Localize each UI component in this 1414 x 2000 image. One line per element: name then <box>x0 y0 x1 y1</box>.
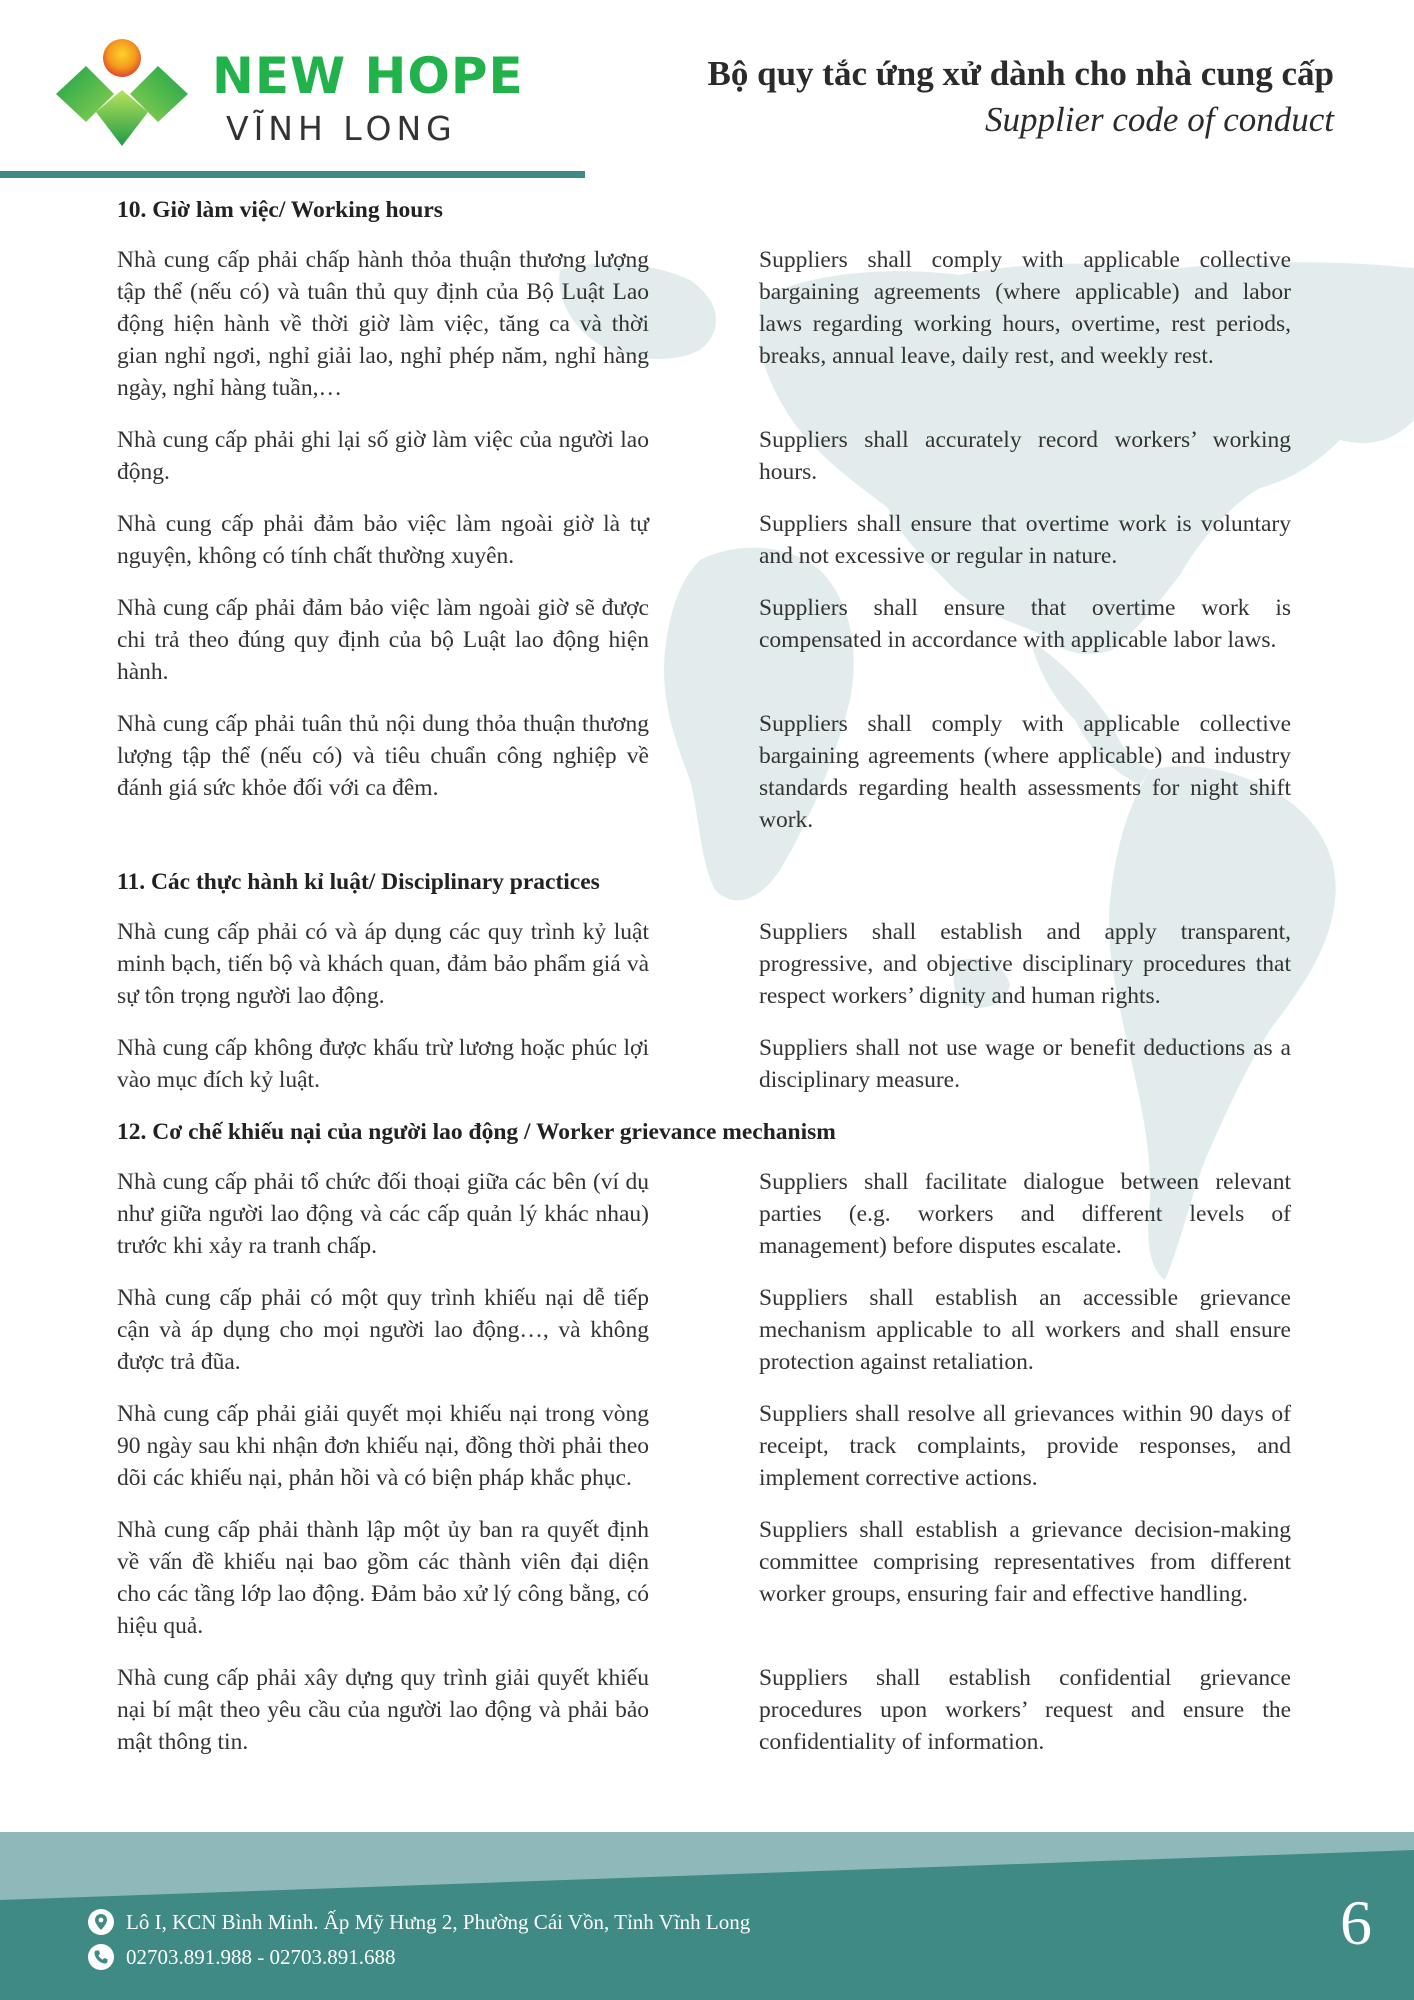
footer-phone-text: 02703.891.988 - 02703.891.688 <box>126 1945 396 1969</box>
clause-row <box>117 1282 1291 1378</box>
clause-row <box>117 1398 1291 1494</box>
logo-emblem <box>52 38 192 150</box>
brand-subname: VĨNH LONG <box>226 109 457 148</box>
clause-vietnamese: Nhà cung cấp phải thành lập một ủy ban ra quyết định về vấn đề khiếu nại bao gồm các thành viên đại diện cho các tầng lớp lao động. Đảm bảo xử lý công bằng, có hiệu quả. <box>117 1517 649 1639</box>
clause-english: Suppliers shall establish and apply transparent, progressive, and objective disciplinary procedures that respect workers’ dignity and human rights. <box>759 919 1291 1009</box>
section-heading: 12. Cơ chế khiếu nại của người lao động / Worker grievance mechanism <box>117 1119 836 1145</box>
document-title: Bộ quy tắc ứng xử dành cho nhà cung cấp <box>707 54 1334 93</box>
clause-row <box>117 424 1291 488</box>
clause-vietnamese: Nhà cung cấp phải xây dựng quy trình giải quyết khiếu nại bí mật theo yêu cầu của người lao động và phải bảo mật thông tin. <box>117 1665 649 1755</box>
clause-row <box>117 916 1291 1012</box>
footer-address-text: Lô I, KCN Bình Minh. Ấp Mỹ Hưng 2, Phường Cái Vồn, Tỉnh Vĩnh Long <box>126 1910 751 1934</box>
clause-vietnamese: Nhà cung cấp phải đảm bảo việc làm ngoài giờ là tự nguyện, không có tính chất thường xuyên. <box>117 511 649 569</box>
clause-vietnamese: Nhà cung cấp phải tuân thủ nội dung thỏa thuận thương lượng tập thể (nếu có) và tiêu chuẩn công nghiệp về đánh giá sức khỏe đối với ca đêm. <box>117 711 649 801</box>
clause-english: Suppliers shall ensure that overtime work is compensated in accordance with applicable labor laws. <box>759 595 1291 653</box>
clause-english: Suppliers shall not use wage or benefit deductions as a disciplinary measure. <box>759 1035 1291 1093</box>
clause-vietnamese: Nhà cung cấp phải giải quyết mọi khiếu nại trong vòng 90 ngày sau khi nhận đơn khiếu nại, đồng thời phải theo dõi các khiếu nại, phản hồi và có biện pháp khắc phục. <box>117 1401 649 1491</box>
section-working-hours <box>117 194 1291 836</box>
clause-english: Suppliers shall resolve all grievances within 90 days of receipt, track complaints, provide responses, and implement corrective actions. <box>759 1401 1291 1491</box>
clause-english: Suppliers shall accurately record workers’ working hours. <box>759 427 1291 485</box>
clause-vietnamese: Nhà cung cấp không được khấu trừ lương hoặc phúc lợi vào mục đích kỷ luật. <box>117 1035 649 1093</box>
clause-row <box>117 1514 1291 1642</box>
document-body <box>117 194 1291 1778</box>
clause-english: Suppliers shall ensure that overtime work is voluntary and not excessive or regular in nature. <box>759 511 1291 569</box>
clause-row <box>117 592 1291 688</box>
clause-english: Suppliers shall comply with applicable collective bargaining agreements (where applicable) and industry standards regarding health assessments for night shift work. <box>759 711 1291 833</box>
clause-english: Suppliers shall facilitate dialogue between relevant parties (e.g. workers and different levels of management) before disputes escalate. <box>759 1169 1291 1259</box>
clause-row <box>117 1662 1291 1758</box>
phone-icon <box>88 1944 114 1970</box>
footer-phone <box>88 1943 396 1971</box>
footer-address <box>88 1908 750 1936</box>
clause-english: Suppliers shall establish confidential grievance procedures upon workers’ request and ensure the confidentiality of information. <box>759 1665 1291 1755</box>
clause-row <box>117 1032 1291 1096</box>
clause-vietnamese: Nhà cung cấp phải có một quy trình khiếu nại dễ tiếp cận và áp dụng cho mọi người lao động…, và không được trả đũa. <box>117 1285 649 1375</box>
location-pin-icon <box>88 1909 114 1935</box>
document-subtitle: Supplier code of conduct <box>985 100 1334 139</box>
clause-row <box>117 708 1291 836</box>
clause-english: Suppliers shall establish an accessible grievance mechanism applicable to all workers and shall ensure protection against retaliation. <box>759 1285 1291 1375</box>
clause-row <box>117 508 1291 572</box>
brand-name: NEW HOPE <box>212 47 524 105</box>
section-heading: 11. Các thực hành kỉ luật/ Disciplinary practices <box>117 869 600 895</box>
clause-vietnamese: Nhà cung cấp phải ghi lại số giờ làm việc của người lao động. <box>117 427 649 485</box>
clause-row <box>117 1166 1291 1262</box>
clause-english: Suppliers shall comply with applicable collective bargaining agreements (where applicable) and labor laws regarding working hours, overtime, rest periods, breaks, annual leave, daily rest, and weekly rest. <box>759 247 1291 369</box>
clause-row <box>117 244 1291 404</box>
clause-vietnamese: Nhà cung cấp phải đảm bảo việc làm ngoài giờ sẽ được chi trả theo đúng quy định của bộ Luật lao động hiện hành. <box>117 595 649 685</box>
clause-vietnamese: Nhà cung cấp phải có và áp dụng các quy trình kỷ luật minh bạch, tiến bộ và khách quan, đảm bảo phẩm giá và sự tôn trọng người lao động. <box>117 919 649 1009</box>
section-grievance-mechanism <box>117 1116 1291 1758</box>
header-divider <box>0 171 585 178</box>
section-heading: 10. Giờ làm việc/ Working hours <box>117 197 443 223</box>
clause-english: Suppliers shall establish a grievance decision-making committee comprising representatives from different worker groups, ensuring fair and effective handling. <box>759 1517 1291 1607</box>
section-disciplinary-practices <box>117 866 1291 1096</box>
page-number: 6 <box>1340 1887 1372 1958</box>
clause-vietnamese: Nhà cung cấp phải tổ chức đối thoại giữa các bên (ví dụ như giữa người lao động và các cấp quản lý khác nhau) trước khi xảy ra tranh chấp. <box>117 1169 649 1259</box>
clause-vietnamese: Nhà cung cấp phải chấp hành thỏa thuận thương lượng tập thể (nếu có) và tuân thủ quy định của Bộ Luật Lao động hiện hành về thời giờ làm việc, tăng ca và thời gian nghỉ ngơi, nghỉ giải lao, nghỉ phép năm, nghỉ hàng ngày, nghỉ hàng tuần,… <box>117 247 649 401</box>
